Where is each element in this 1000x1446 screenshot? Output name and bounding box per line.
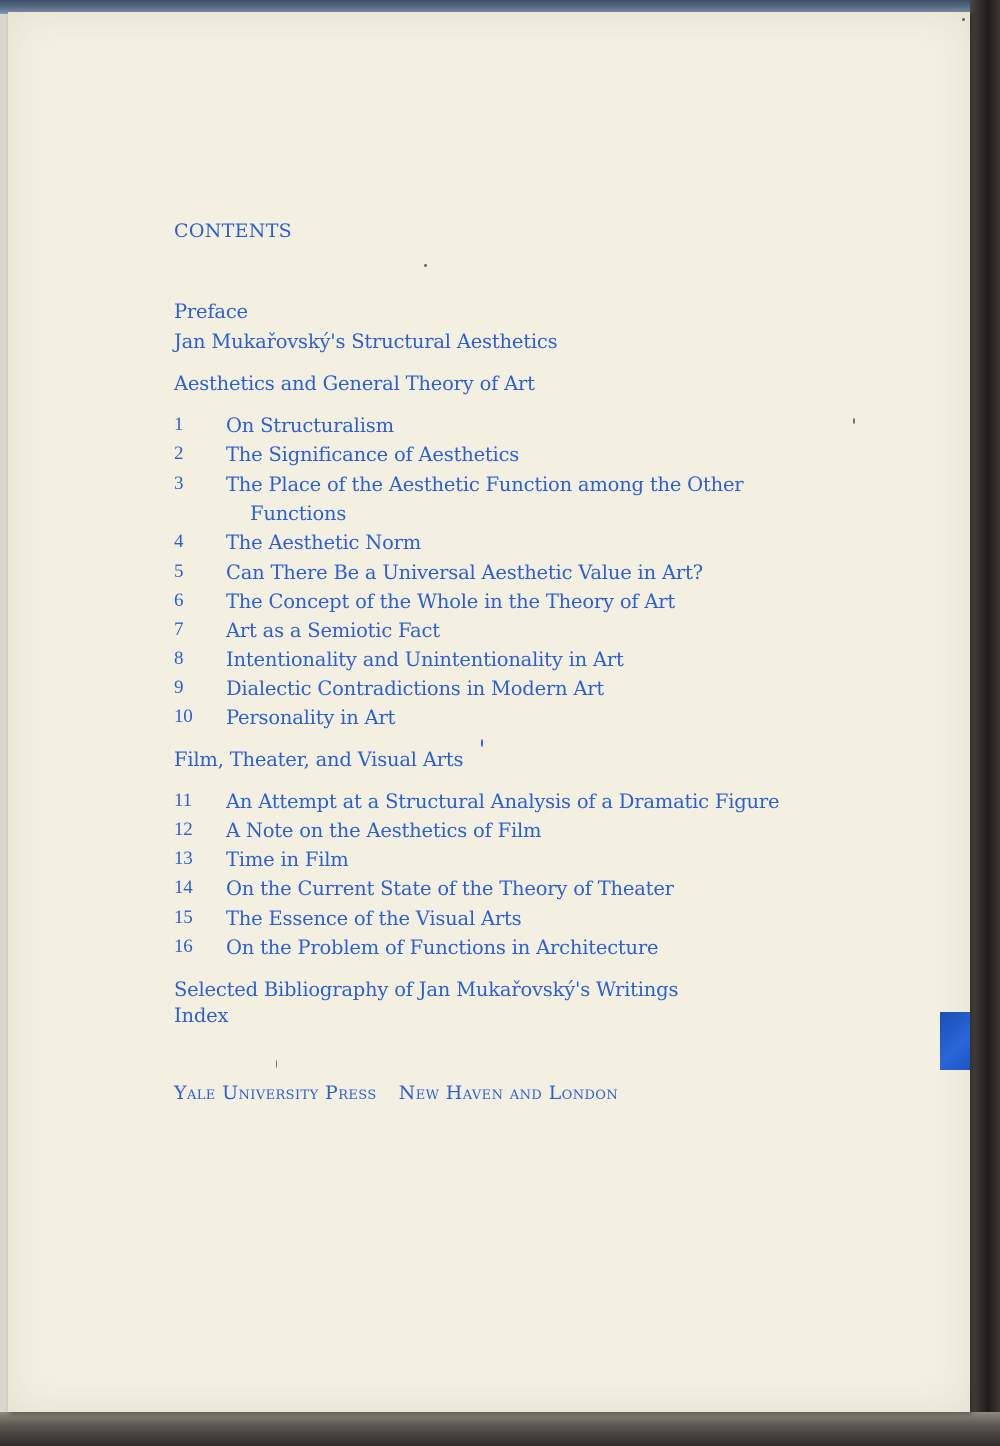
front-matter-preface: Preface [174,300,248,323]
ink-speck [481,739,483,747]
chapter-number: 15 [174,907,193,928]
chapter-title: A Note on the Aesthetics of Film [226,819,542,842]
chapter-number: 14 [174,877,193,898]
cover-right-edge [970,0,1000,1446]
publisher-imprint [174,1082,618,1104]
chapter-number: 10 [174,706,193,727]
dust-jacket-page [8,12,970,1412]
chapter-title: Intentionality and Unintentionality in Art [226,648,624,671]
chapter-number: 13 [174,848,193,869]
publisher-name: Yale University Press [174,1082,377,1104]
chapter-title: An Attempt at a Structural Analysis of a Dramatic Figure [226,790,780,813]
chapter-number: 1 [174,414,184,435]
chapter-number: 9 [174,677,184,698]
paper-speck [853,418,855,424]
chapter-number: 6 [174,590,184,611]
front-matter-introduction: Jan Mukařovský's Structural Aesthetics [174,330,558,353]
chapter-number: 2 [174,443,184,464]
spine-color-tab [940,1012,970,1070]
chapter-title-continued: Functions [250,502,347,525]
chapter-number: 4 [174,531,184,552]
chapter-title: Dialectic Contradictions in Modern Art [226,677,605,700]
back-matter-index: Index [174,1004,229,1027]
section-title-aesthetics: Aesthetics and General Theory of Art [174,372,535,395]
chapter-title: The Aesthetic Norm [226,531,422,554]
paper-speck [276,1060,277,1068]
chapter-number: 11 [174,790,192,811]
chapter-title: On Structuralism [226,414,394,437]
contents-heading: CONTENTS [174,220,292,242]
chapter-number: 8 [174,648,184,669]
chapter-title: The Concept of the Whole in the Theory of Art [226,590,676,613]
publisher-location: New Haven and London [398,1082,619,1104]
chapter-title: Time in Film [226,848,349,871]
chapter-title: The Significance of Aesthetics [226,443,520,466]
paper-speck [962,18,965,21]
chapter-title: The Essence of the Visual Arts [226,907,522,930]
chapter-number: 5 [174,561,184,582]
chapter-title: On the Problem of Functions in Architecture [226,936,659,959]
chapter-title: Personality in Art [226,706,396,729]
chapter-title: On the Current State of the Theory of Theater [226,877,674,900]
chapter-title: Can There Be a Universal Aesthetic Value in Art? [226,561,703,584]
chapter-number: 7 [174,619,184,640]
chapter-number: 16 [174,936,193,957]
chapter-number: 3 [174,473,184,494]
chapter-title: The Place of the Aesthetic Function among the Other [226,473,744,496]
section-title-film-theater: Film, Theater, and Visual Arts [174,748,464,771]
paper-speck [424,264,427,267]
chapter-number: 12 [174,819,193,840]
cover-bottom-edge [0,1412,1000,1446]
back-matter-bibliography: Selected Bibliography of Jan Mukařovský's Writings [174,978,679,1001]
chapter-title: Art as a Semiotic Fact [226,619,440,642]
